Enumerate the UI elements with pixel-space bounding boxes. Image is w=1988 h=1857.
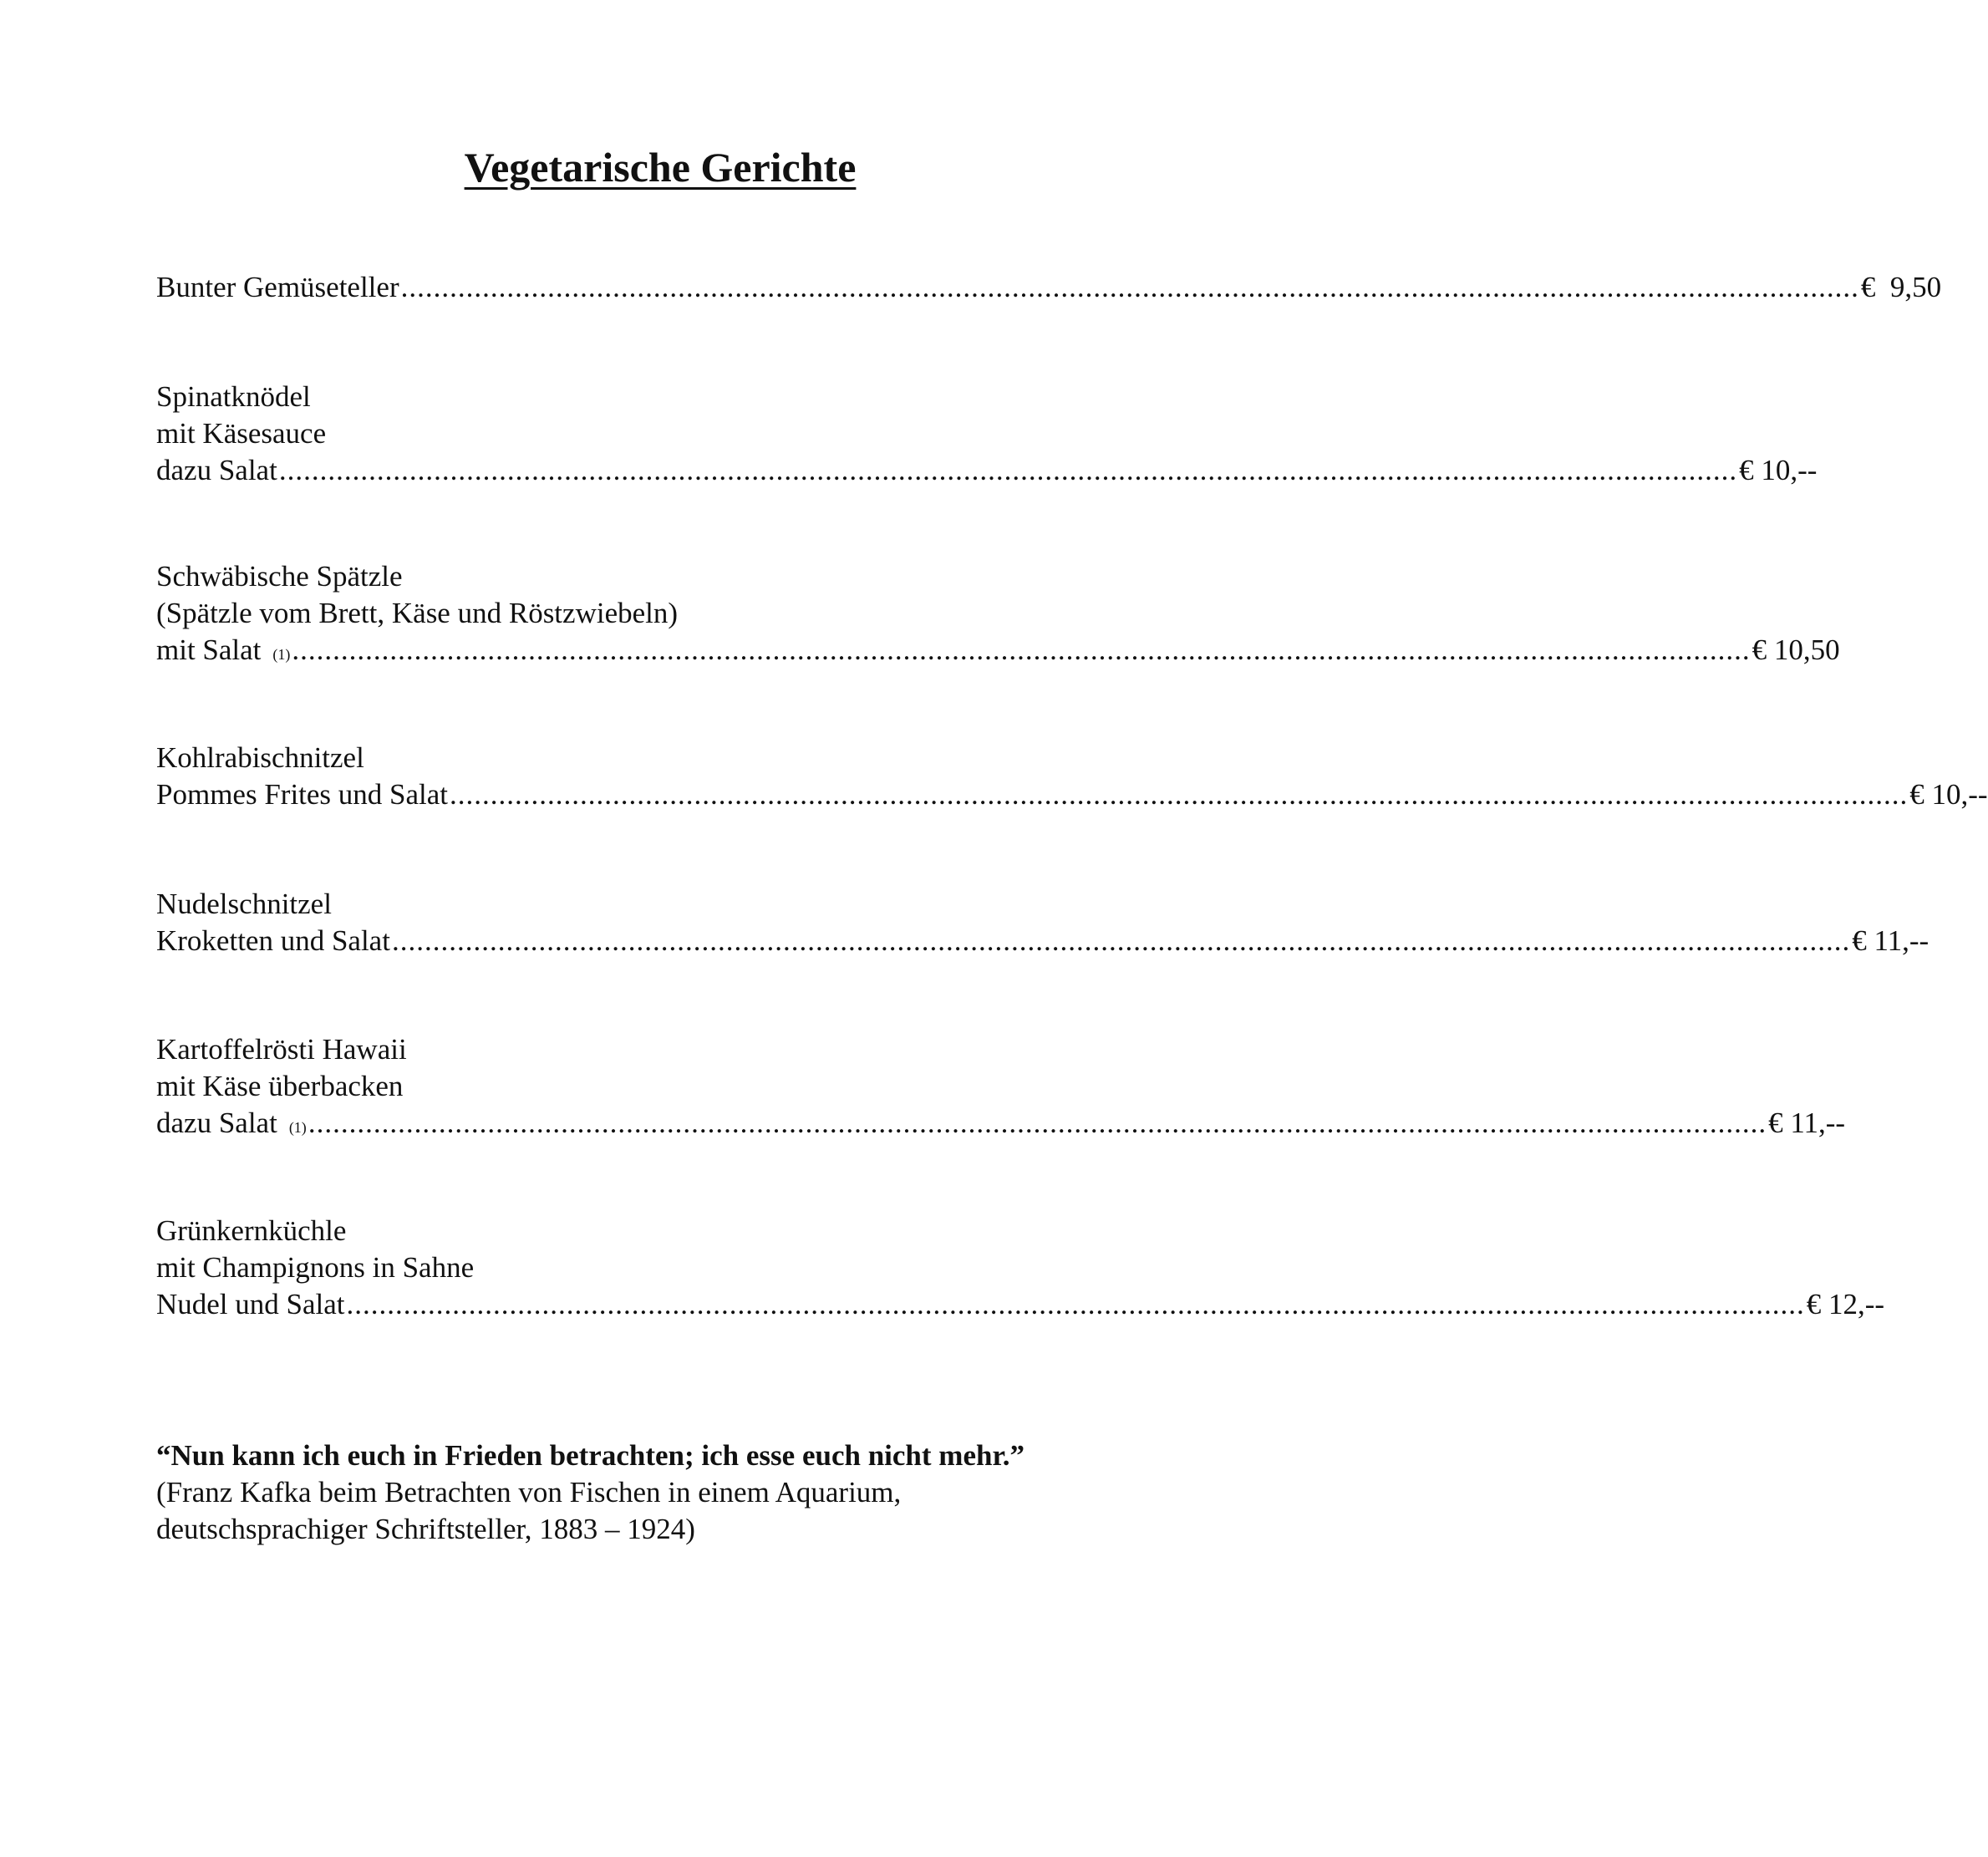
dot-leader: ................................................................................................................................................................................... [391, 924, 1851, 957]
menu-item-name: Kohlrabischnitzel [156, 741, 364, 774]
menu-item-price: € 11,-- [1768, 1107, 1846, 1139]
menu-item-description: dazu Salat [156, 1107, 277, 1139]
menu-item-description: mit Salat [156, 633, 262, 666]
allergen-note: (1) [272, 646, 291, 663]
menu-item [156, 269, 1942, 306]
menu-item [156, 379, 1818, 489]
menu-item-description: mit Käse überbacken [156, 1070, 404, 1102]
menu-item-price: € 10,-- [1909, 778, 1988, 811]
menu-item-price: € 11,-- [1852, 924, 1930, 957]
dot-leader: ................................................................................................................................................................................... [292, 633, 1751, 666]
menu-item-description: (Spätzle vom Brett, Käse und Röstzwiebeln) [156, 597, 679, 629]
menu-item [156, 740, 1988, 813]
menu-item-description: mit Champignons in Sahne [156, 1251, 475, 1284]
menu-item-name: Bunter Gemüseteller [156, 271, 399, 303]
menu-item-price-line [156, 1105, 1846, 1142]
dot-leader: ................................................................................................................................................................................... [450, 778, 1909, 811]
menu-item [156, 1213, 1885, 1323]
menu-item-price-line [156, 1286, 1885, 1323]
menu-item-description: Kroketten und Salat [156, 924, 390, 957]
menu-item-description: Nudel und Salat [156, 1288, 345, 1320]
page-title: Vegetarische Gerichte [464, 144, 857, 191]
quote-block [156, 1437, 1159, 1548]
dot-leader: ................................................................................................................................................................................... [346, 1288, 1805, 1320]
menu-item-price: € 9,50 [1860, 271, 1942, 303]
menu-item-price: € 10,50 [1752, 633, 1840, 666]
quote-attribution: (Franz Kafka beim Betrachten von Fischen in einem Aquarium, [156, 1476, 902, 1508]
menu-item-description: dazu Salat [156, 454, 277, 486]
dot-leader: ................................................................................................................................................................................... [278, 454, 1738, 486]
menu-item-name: Schwäbische Spätzle [156, 560, 403, 593]
menu-item-price-line [156, 632, 1840, 669]
quote-attribution: deutschsprachiger Schriftsteller, 1883 – 1924) [156, 1513, 695, 1545]
menu-item-name: Kartoffelrösti Hawaii [156, 1033, 407, 1066]
menu-item-price-line [156, 923, 1930, 959]
menu-item-name: Spinatknödel [156, 380, 311, 413]
menu-item [156, 886, 1930, 959]
menu-item-name: Nudelschnitzel [156, 888, 332, 920]
dot-leader: ................................................................................................................................................................................... [400, 271, 1859, 303]
menu-item-price-line [156, 452, 1818, 489]
dot-leader: ................................................................................................................................................................................... [308, 1107, 1767, 1139]
menu-item-name: Grünkernküchle [156, 1214, 347, 1247]
menu-item-price: € 10,-- [1739, 454, 1818, 486]
menu-item-price-line [156, 776, 1988, 813]
menu-item [156, 1031, 1846, 1142]
menu-item-description: Pommes Frites und Salat [156, 778, 449, 811]
quote-text: “Nun kann ich euch in Frieden betrachten; ich esse euch nicht mehr.” [156, 1439, 1025, 1472]
menu-item [156, 558, 1840, 669]
menu-item-description: mit Käsesauce [156, 417, 327, 450]
menu-item-price: € 12,-- [1806, 1288, 1885, 1320]
allergen-note: (1) [288, 1119, 307, 1136]
menu-item-price-line [156, 269, 1942, 306]
